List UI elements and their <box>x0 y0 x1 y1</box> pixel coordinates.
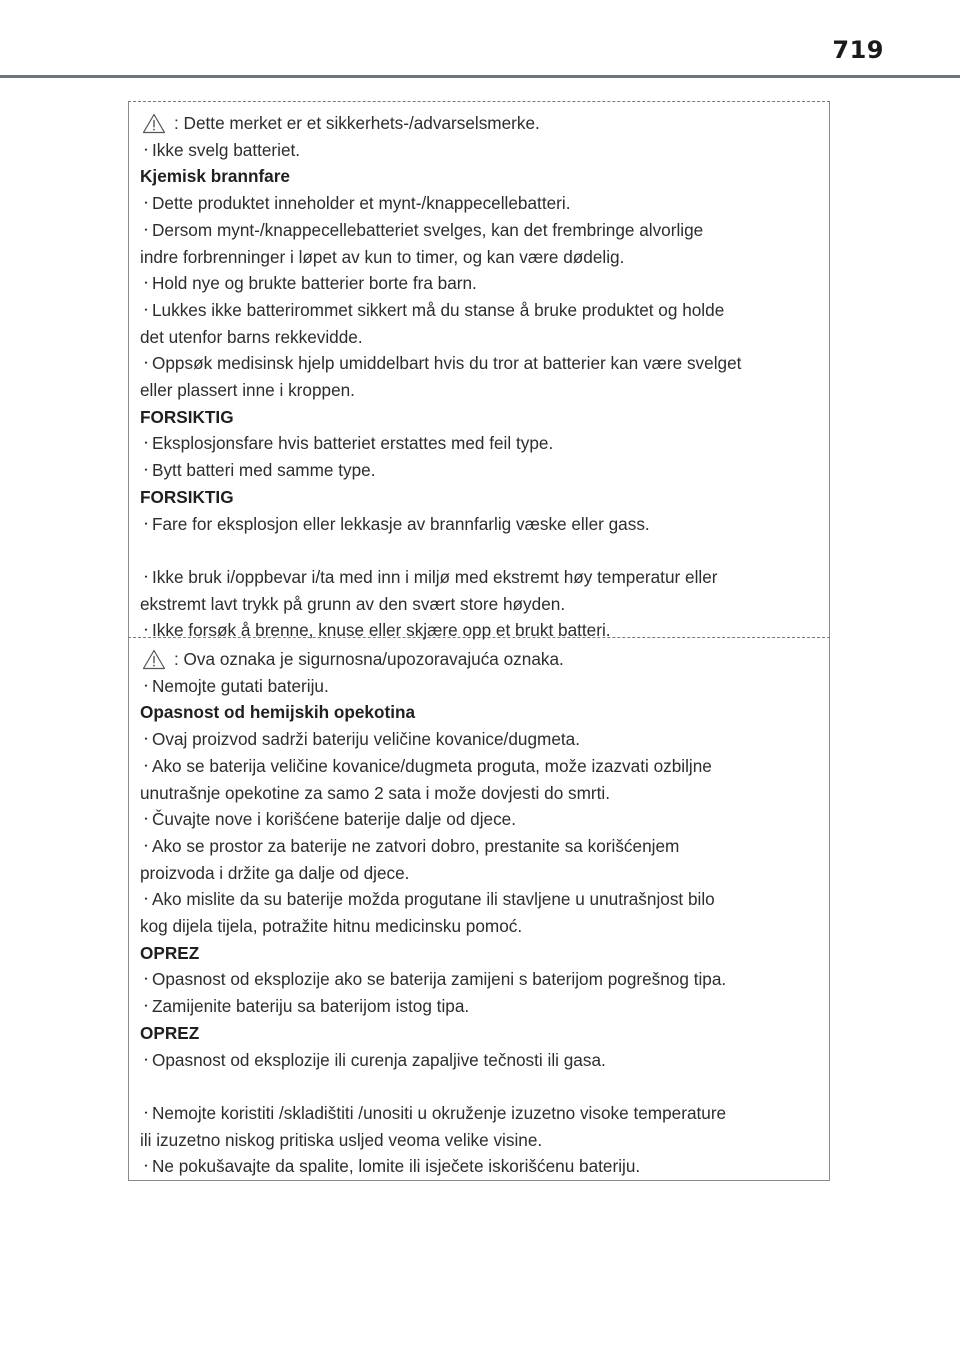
warning-lines <box>140 137 819 644</box>
bullet-item: ・ Ikke bruk i/oppbevar i/ta med inn i miljø med ekstremt høy temperatur eller <box>140 564 819 591</box>
bullet-item: ・ Nemojte gutati bateriju. <box>140 673 819 700</box>
symbol-explanation <box>140 110 819 137</box>
symbol-text: : Ova oznaka je sigurnosna/upozoravajuća oznaka. <box>174 649 564 669</box>
page-number: 719 <box>832 36 884 64</box>
bullet-item: ・ Ikke svelg batteriet. <box>140 137 819 164</box>
blank-line <box>140 537 819 564</box>
continuation-line: ekstremt lavt trykk på grunn av den svært store høyden. <box>140 593 566 614</box>
bullet-item: ・ Ako se baterija veličine kovanice/dugmeta proguta, može izazvati ozbiljne <box>140 753 819 780</box>
continuation-line: det utenfor barns rekkevidde. <box>140 326 363 347</box>
bullet-item: ・ Dersom mynt-/knappecellebatteriet svelges, kan det frembringe alvorlige <box>140 217 819 244</box>
continuation-line: indre forbrenninger i løpet av kun to timer, og kan være dødelig. <box>140 246 625 267</box>
bullet-item: ・ Dette produktet inneholder et mynt-/knappecellebatteri. <box>140 190 819 217</box>
bullet-item: ・ Hold nye og brukte batterier borte fra barn. <box>140 270 819 297</box>
bullet-item: ・ Ne pokušavajte da spalite, lomite ili isječete iskorišćenu bateriju. <box>140 1153 819 1180</box>
bullet-item: ・ Opasnost od eksplozije ili curenja zapaljive tečnosti ili gasa. <box>140 1047 819 1074</box>
bullet-item: ・ Ako se prostor za baterije ne zatvori dobro, prestanite sa korišćenjem <box>140 833 819 860</box>
warning-triangle-icon <box>142 113 166 134</box>
bullet-item: ・ Ako mislite da su baterije možda progutane ili stavljene u unutrašnjost bilo <box>140 886 819 913</box>
section-heading: OPREZ <box>140 1022 200 1043</box>
bullet-item: ・ Čuvajte nove i korišćene baterije dalje od djece. <box>140 806 819 833</box>
bullet-item: ・ Lukkes ikke batterirommet sikkert må du stanse å bruke produktet og holde <box>140 297 819 324</box>
blank-line <box>140 1073 819 1100</box>
bullet-item: ・ Ikke forsøk å brenne, knuse eller skjære opp et brukt batteri. <box>140 617 819 644</box>
bullet-item: ・ Ovaj proizvod sadrži bateriju veličine kovanice/dugmeta. <box>140 726 819 753</box>
bullet-item: ・ Eksplosjonsfare hvis batteriet erstattes med feil type. <box>140 430 819 457</box>
header-rule <box>0 75 960 78</box>
continuation-line: unutrašnje opekotine za samo 2 sata i može dovjesti do smrti. <box>140 782 611 803</box>
warning-box-norwegian <box>128 101 830 641</box>
section-heading: FORSIKTIG <box>140 406 234 427</box>
section-heading: Kjemisk brannfare <box>140 166 290 187</box>
section-heading: FORSIKTIG <box>140 486 234 507</box>
warning-lines <box>140 673 819 1180</box>
continuation-line: ili izuzetno niskog pritiska usljed veoma velike visine. <box>140 1129 543 1150</box>
bullet-item: ・ Fare for eksplosjon eller lekkasje av brannfarlig væske eller gass. <box>140 511 819 538</box>
bullet-item: ・ Opasnost od eksplozije ako se baterija zamijeni s baterijom pogrešnog tipa. <box>140 966 819 993</box>
section-heading: Opasnost od hemijskih opekotina <box>140 702 416 723</box>
section-heading: OPREZ <box>140 942 200 963</box>
symbol-text: : Dette merket er et sikkerhets-/advarselsmerke. <box>174 113 540 133</box>
bullet-item: ・ Oppsøk medisinsk hjelp umiddelbart hvis du tror at batterier kan være svelget <box>140 350 819 377</box>
bullet-item: ・ Zamijenite bateriju sa baterijom istog tipa. <box>140 993 819 1020</box>
warning-triangle-icon <box>142 649 166 670</box>
continuation-line: kog dijela tijela, potražite hitnu medicinsku pomoć. <box>140 916 523 937</box>
continuation-line: proizvoda i držite ga dalje od djece. <box>140 862 410 883</box>
bullet-item: ・ Nemojte koristiti /skladištiti /unositi u okruženje izuzetno visoke temperature <box>140 1100 819 1127</box>
continuation-line: eller plassert inne i kroppen. <box>140 380 355 401</box>
warning-box-croatian <box>128 638 830 1181</box>
bullet-item: ・ Bytt batteri med samme type. <box>140 457 819 484</box>
symbol-explanation <box>140 646 819 673</box>
